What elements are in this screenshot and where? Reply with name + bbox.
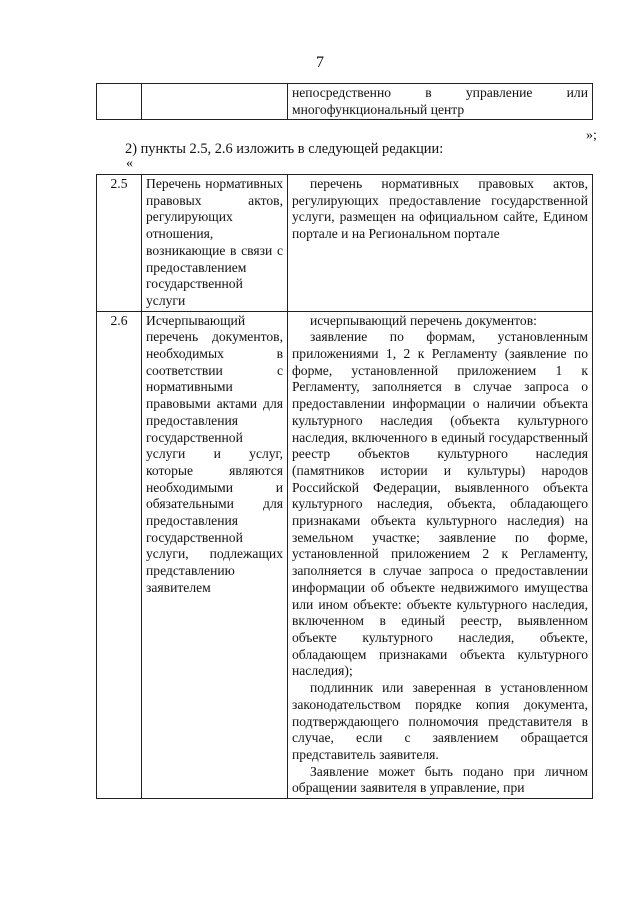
regulation-table bbox=[96, 174, 593, 799]
cell-text: непосредственно в управление или многофункциональный центр bbox=[292, 85, 588, 117]
closing-quote: »; bbox=[586, 128, 597, 143]
content-paragraph: подлинник или заверенная в установленном законодательством порядке копия документа, подтверждающего полномочия представителя в случае, если с заявлением обращается представитель заявителя. bbox=[292, 680, 588, 762]
item-content bbox=[288, 175, 593, 312]
item-number: 2.6 bbox=[97, 311, 142, 798]
continued-table bbox=[96, 83, 593, 120]
item-content bbox=[288, 311, 593, 798]
amendment-instruction: 2) пункты 2.5, 2.6 изложить в следующей редакции: bbox=[125, 141, 444, 157]
table-row bbox=[97, 175, 593, 312]
content-paragraph: исчерпывающий перечень документов: bbox=[310, 312, 537, 328]
page-number: 7 bbox=[316, 54, 324, 71]
item-name: Перечень нормативных правовых актов, регулирующих отношения, возникающие в связи с предоставлением государственной услуги bbox=[142, 175, 288, 312]
table-row bbox=[97, 311, 593, 798]
opening-quote: « bbox=[126, 156, 133, 171]
row-number-cell bbox=[97, 84, 142, 120]
item-name: Исчерпывающий перечень документов, необходимых в соответствии с нормативными правовыми актами для предоставления государственной услуги и услуг, которые являются необходимыми и обязательными для предоставления государственной услуги, подлежащих представлению заявителем bbox=[142, 311, 288, 798]
item-number: 2.5 bbox=[97, 175, 142, 312]
row-name-cell bbox=[142, 84, 288, 120]
table-row bbox=[97, 84, 593, 120]
row-content-cell bbox=[288, 84, 593, 120]
content-paragraph: перечень нормативных правовых актов, регулирующих предоставление государственной услуги, размещен на официальном сайте, Едином портале и на Региональном портале bbox=[292, 176, 588, 242]
content-paragraph: заявление по формам, установленным приложениями 1, 2 к Регламенту (заявление по форме, установленной приложением 1 к Регламенту, заполняется в случае запроса о предоставлении информации о наличии объекта культурного наследия (объекта культурного наследия, включенного в единый государственный реестр объектов культурного наследия (памятников истории и культуры) народов Российской Федерации, выявленного объекта культурного наследия, объекта, обладающего признаками объекта культурного наследия) на земельном участке; заявление по форме, установленной приложением 2 к Регламенту, заполняется в случае запроса о предоставлении информации об объекте недвижимого имущества или ином объекте: объекте культурного наследия, включенном в единый реестр, выявленном объекте культурного наследия, объекте, обладающем признаками объекта культурного наследия); bbox=[292, 329, 588, 679]
content-paragraph: Заявление может быть подано при личном обращении заявителя в управление, при bbox=[292, 763, 588, 796]
